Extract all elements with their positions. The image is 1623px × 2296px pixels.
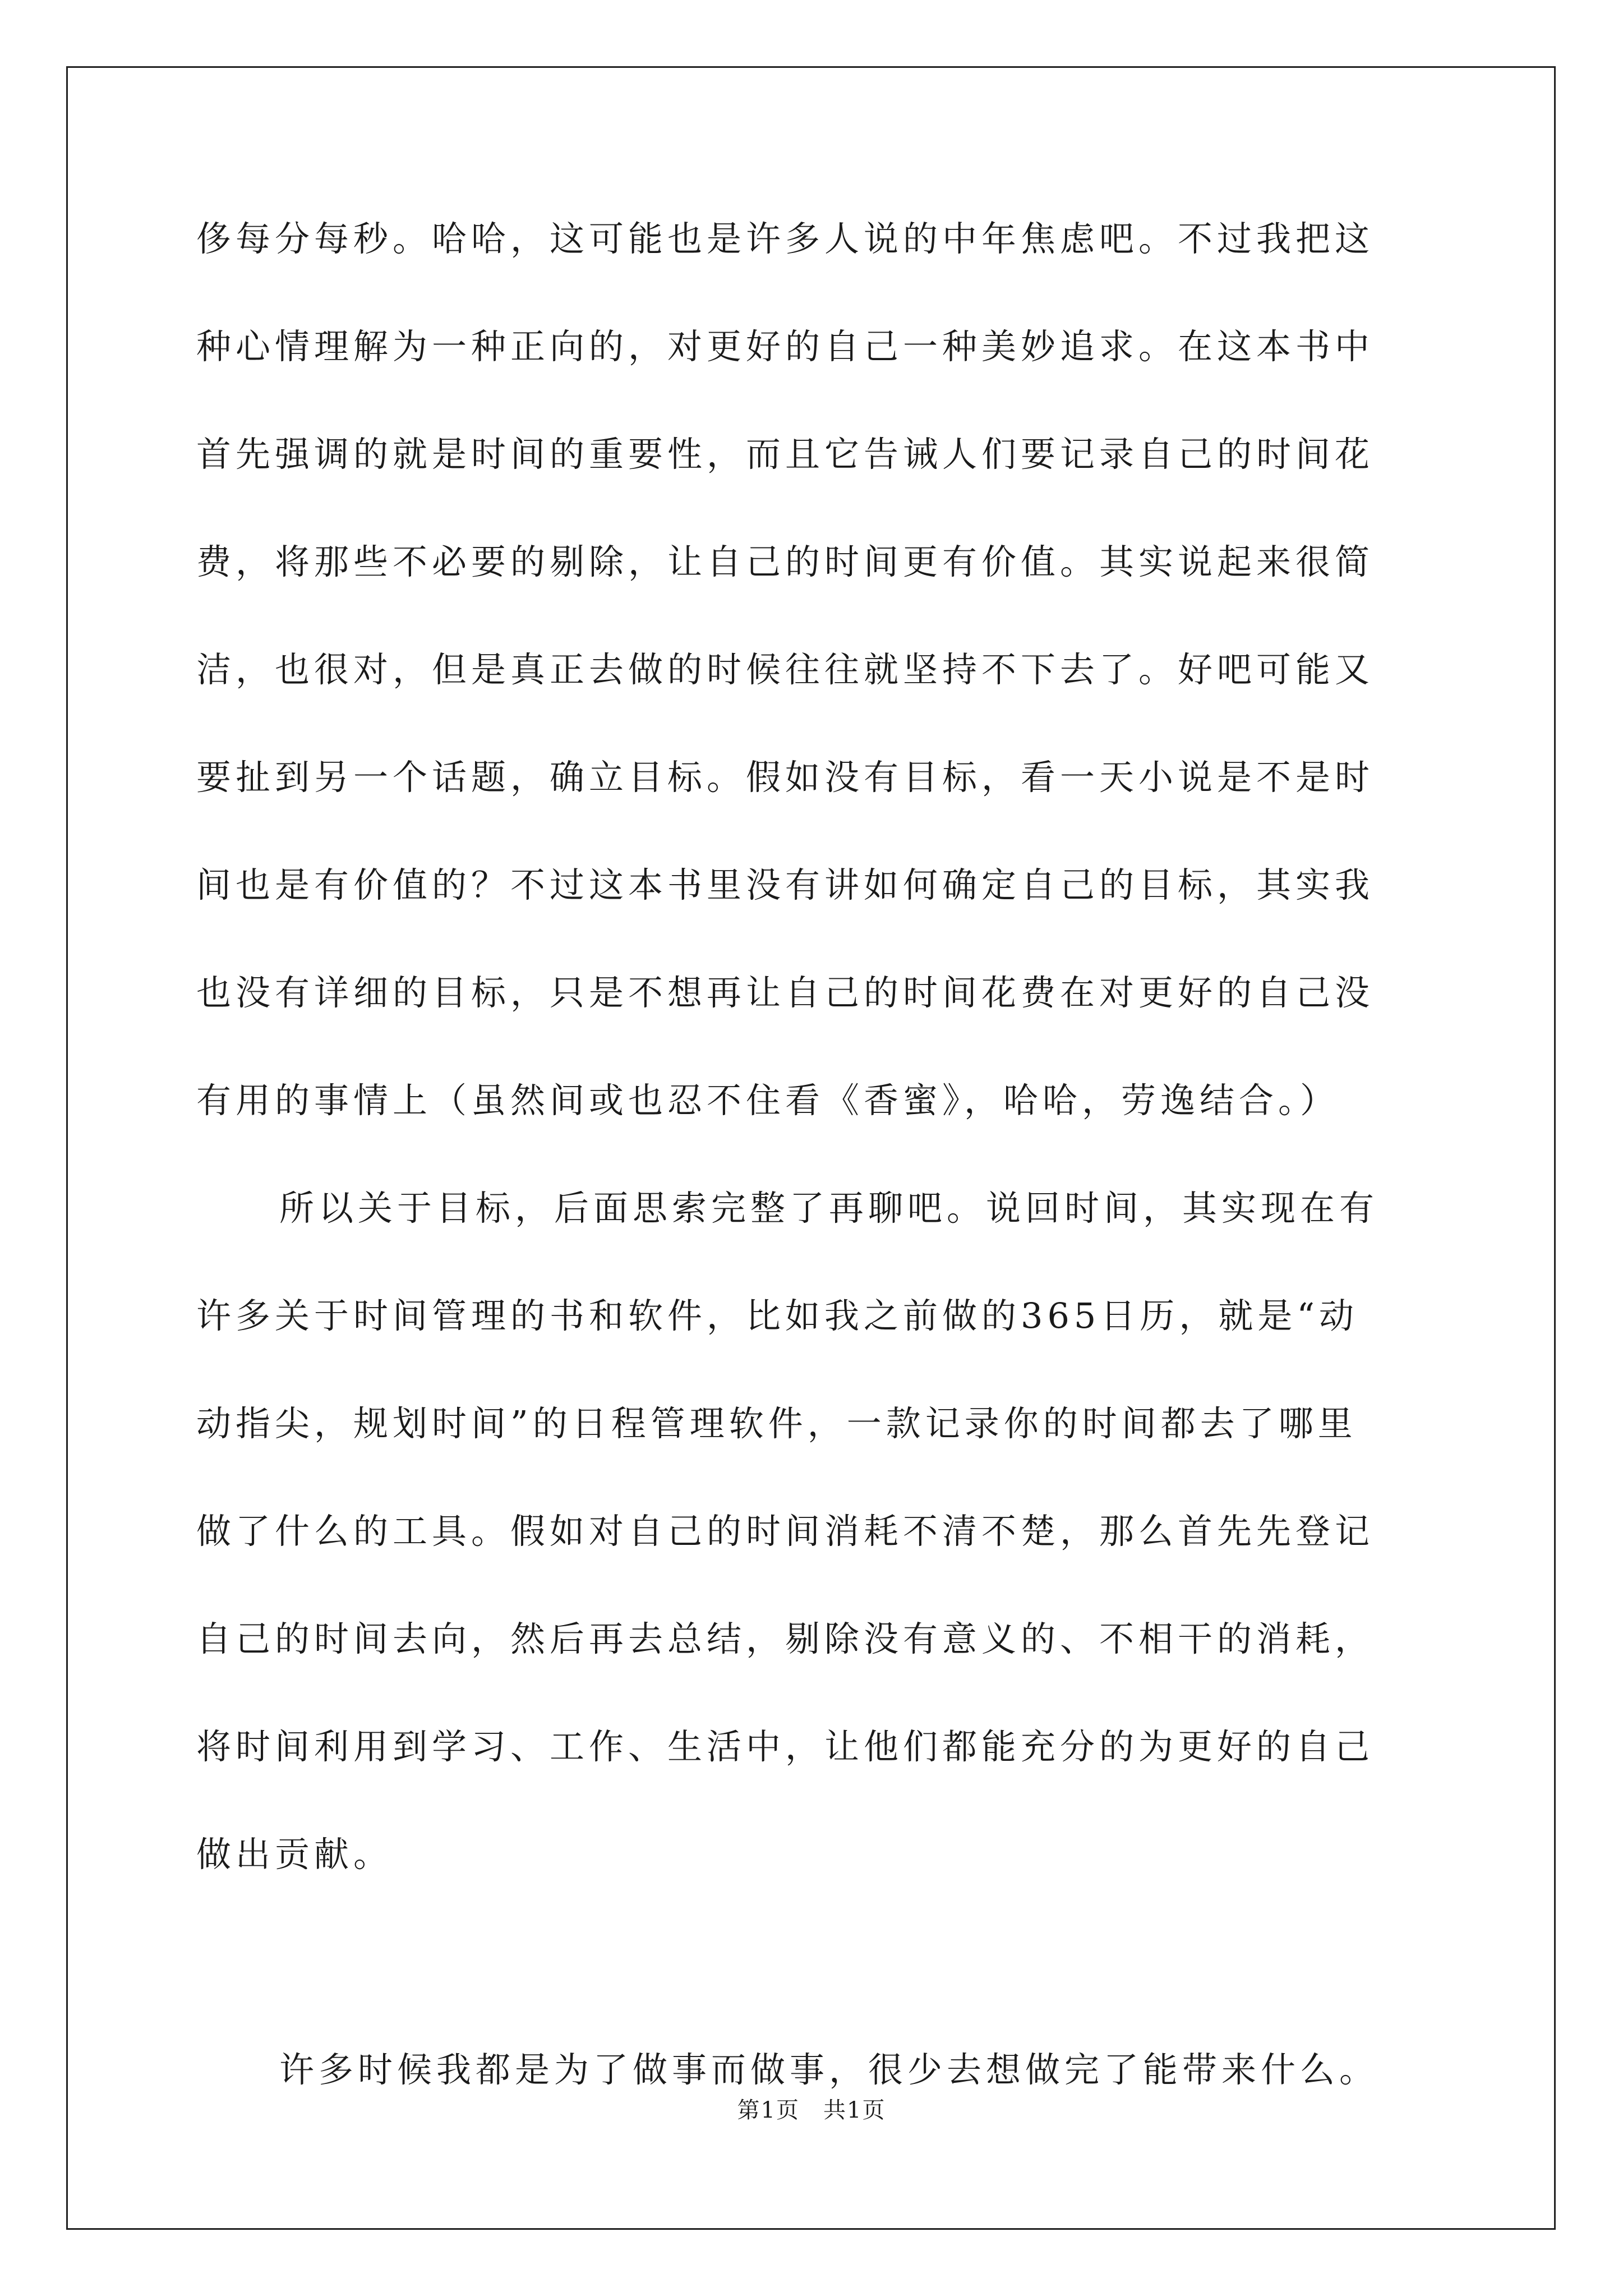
text-line: 所以关于目标，后面思索完整了再聊吧。说回时间，其实现在有 (279, 1188, 1379, 1228)
text-line: 将时间利用到学习、工作、生活中，让他们都能充分的为更好的自己 (196, 1726, 1375, 1767)
text-line: 做了什么的工具。假如对自己的时间消耗不清不楚，那么首先先登记 (196, 1511, 1375, 1552)
paragraph-spacer (196, 1908, 1430, 2016)
text-line: 要扯到另一个话题，确立目标。假如没有目标，看一天小说是不是时 (196, 757, 1375, 798)
paragraph-2 (196, 1154, 1430, 1908)
text-line: 侈每分每秒。哈哈，这可能也是许多人说的中年焦虑吧。不过我把这 (196, 218, 1375, 259)
text-line: 许多时候我都是为了做事而做事，很少去想做完了能带来什么。 (279, 2049, 1379, 2090)
page-number: 第1页 共1页 (737, 2097, 886, 2123)
document-body (196, 185, 1430, 2124)
text-line: 动指尖，规划时间”的日程管理软件，一款记录你的时间都去了哪里 (196, 1403, 1357, 1444)
text-line: 许多关于时间管理的书和软件，比如我之前做的365日历，就是“动 (196, 1295, 1359, 1336)
text-line: 费，将那些不必要的剔除，让自己的时间更有价值。其实说起来很简 (196, 541, 1375, 582)
text-line: 做出贡献。 (196, 1834, 393, 1875)
text-line: 洁，也很对，但是真正去做的时候往往就坚持不下去了。好吧可能又 (196, 649, 1375, 690)
text-line: 也没有详细的目标，只是不想再让自己的时间花费在对更好的自己没 (196, 972, 1375, 1013)
text-line: 间也是有价值的？不过这本书里没有讲如何确定自己的目标，其实我 (196, 864, 1375, 905)
text-line: 有用的事情上（虽然间或也忍不住看《香蜜》，哈哈，劳逸结合。） (196, 1080, 1340, 1121)
text-line: 种心情理解为一种正向的，对更好的自己一种美妙追求。在这本书中 (196, 326, 1375, 367)
text-line: 自己的时间去向，然后再去总结，剔除没有意义的、不相干的消耗， (196, 1618, 1375, 1659)
paragraph-1 (196, 185, 1430, 1154)
text-line: 首先强调的就是时间的重要性，而且它告诫人们要记录自己的时间花 (196, 434, 1375, 475)
